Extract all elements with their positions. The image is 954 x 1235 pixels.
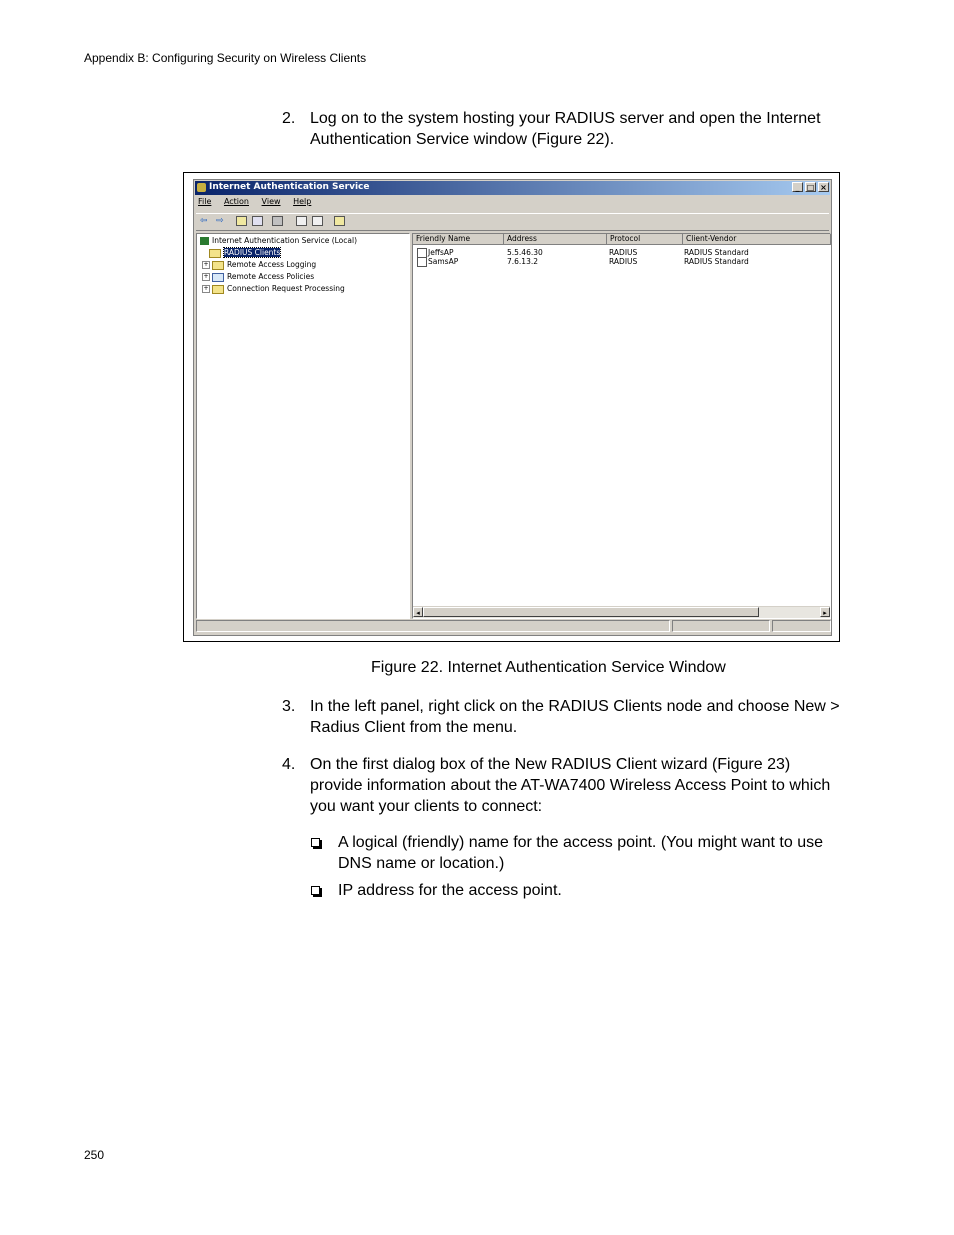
menu-help[interactable]: Help: [293, 197, 312, 206]
tree-root-label: Internet Authentication Service (Local): [212, 236, 357, 245]
app-icon: [197, 183, 206, 192]
tree-item-label: Connection Request Processing: [227, 284, 345, 293]
status-pane: [196, 620, 670, 632]
cell-client-vendor: RADIUS Standard: [684, 248, 749, 257]
status-bar: [196, 620, 829, 633]
toolbar: [196, 213, 829, 231]
scroll-left-icon[interactable]: ◂: [413, 607, 423, 617]
scroll-thumb[interactable]: [423, 607, 759, 617]
scroll-right-icon[interactable]: ▸: [820, 607, 830, 617]
folder-icon: [212, 261, 224, 270]
column-header[interactable]: Protocol: [607, 234, 683, 245]
step-number: 4.: [282, 756, 296, 773]
cell-friendly-name: SamsAP: [428, 257, 459, 266]
forward-arrow-icon[interactable]: ⇨: [216, 216, 224, 226]
cell-protocol: RADIUS: [609, 248, 638, 257]
folder-icon: [212, 285, 224, 294]
status-pane: [772, 620, 831, 632]
bullet-text: IP address for the access point.: [338, 882, 562, 899]
properties-icon[interactable]: [296, 216, 307, 226]
export-list-icon[interactable]: [312, 216, 323, 226]
minimize-icon[interactable]: _: [792, 182, 803, 192]
expand-icon[interactable]: +: [203, 285, 209, 292]
tree-root[interactable]: [200, 236, 357, 245]
step-text: On the first dialog box of the New RADIUS Client wizard (Figure 23) provide information about the AT-WA7400 Wireless Access Point to which you want your clients to connect:: [310, 756, 831, 815]
figure-caption: Figure 22. Internet Authentication Service Window: [371, 659, 726, 676]
horizontal-scrollbar[interactable]: [413, 606, 830, 618]
figure-22: [183, 172, 840, 642]
step-text: Log on to the system hosting your RADIUS server and open the Internet Authentication Service window (Figure 22).: [310, 110, 821, 148]
bullet-text: A logical (friendly) name for the access point. (You might want to use DNS name or location.): [338, 834, 823, 872]
up-folder-icon[interactable]: [236, 216, 247, 226]
client-icon: [417, 257, 427, 267]
window-titlebar: [195, 181, 830, 195]
tree-item-connection-request-processing[interactable]: [202, 283, 345, 294]
step-number: 2.: [282, 110, 296, 127]
list-pane: [412, 233, 831, 619]
show-tree-icon[interactable]: [252, 216, 263, 226]
help-icon[interactable]: [334, 216, 345, 226]
cell-client-vendor: RADIUS Standard: [684, 257, 749, 266]
tree-item-remote-access-logging[interactable]: [202, 259, 316, 270]
cell-address: 7.6.13.2: [507, 257, 539, 266]
tree-item-remote-access-policies[interactable]: [202, 271, 314, 282]
tree-pane: [196, 233, 410, 619]
cell-friendly-name: JeffsAP: [428, 248, 454, 257]
maximize-icon[interactable]: □: [806, 183, 815, 192]
menubar: [198, 197, 321, 211]
ias-window: [193, 179, 832, 636]
ias-icon: [200, 237, 209, 245]
menu-file[interactable]: File: [198, 197, 212, 206]
expand-icon[interactable]: +: [203, 261, 209, 268]
column-header[interactable]: Friendly Name: [413, 234, 504, 245]
cell-address: 5.5.46.30: [507, 248, 543, 257]
menu-view[interactable]: View: [261, 197, 281, 206]
back-arrow-icon[interactable]: ⇦: [200, 216, 208, 226]
step-text: In the left panel, right click on the RADIUS Clients node and choose New > Radius Client from the menu.: [310, 698, 840, 736]
column-header[interactable]: Address: [504, 234, 607, 245]
checkbox-bullet-icon: [311, 838, 320, 847]
expand-icon[interactable]: +: [203, 273, 209, 280]
delete-icon[interactable]: [272, 216, 283, 226]
tree-item-label: Remote Access Logging: [227, 260, 317, 269]
menu-action[interactable]: Action: [223, 197, 249, 206]
page-number: 250: [84, 1148, 105, 1162]
tree-item-label: Remote Access Policies: [227, 272, 315, 281]
column-header[interactable]: Client-Vendor: [683, 234, 831, 245]
checkbox-bullet-icon: [311, 886, 320, 895]
running-header: Appendix B: Configuring Security on Wireless Clients: [84, 51, 367, 65]
tree-item-radius-clients[interactable]: [209, 247, 280, 258]
cell-protocol: RADIUS: [609, 257, 638, 266]
step-number: 3.: [282, 698, 296, 715]
close-icon[interactable]: ×: [818, 182, 829, 192]
window-title: Internet Authentication Service: [209, 182, 370, 192]
folder-icon: [209, 249, 221, 258]
status-pane: [672, 620, 770, 632]
policies-icon: [212, 273, 224, 282]
tree-item-label: RADIUS Clients: [224, 248, 281, 257]
